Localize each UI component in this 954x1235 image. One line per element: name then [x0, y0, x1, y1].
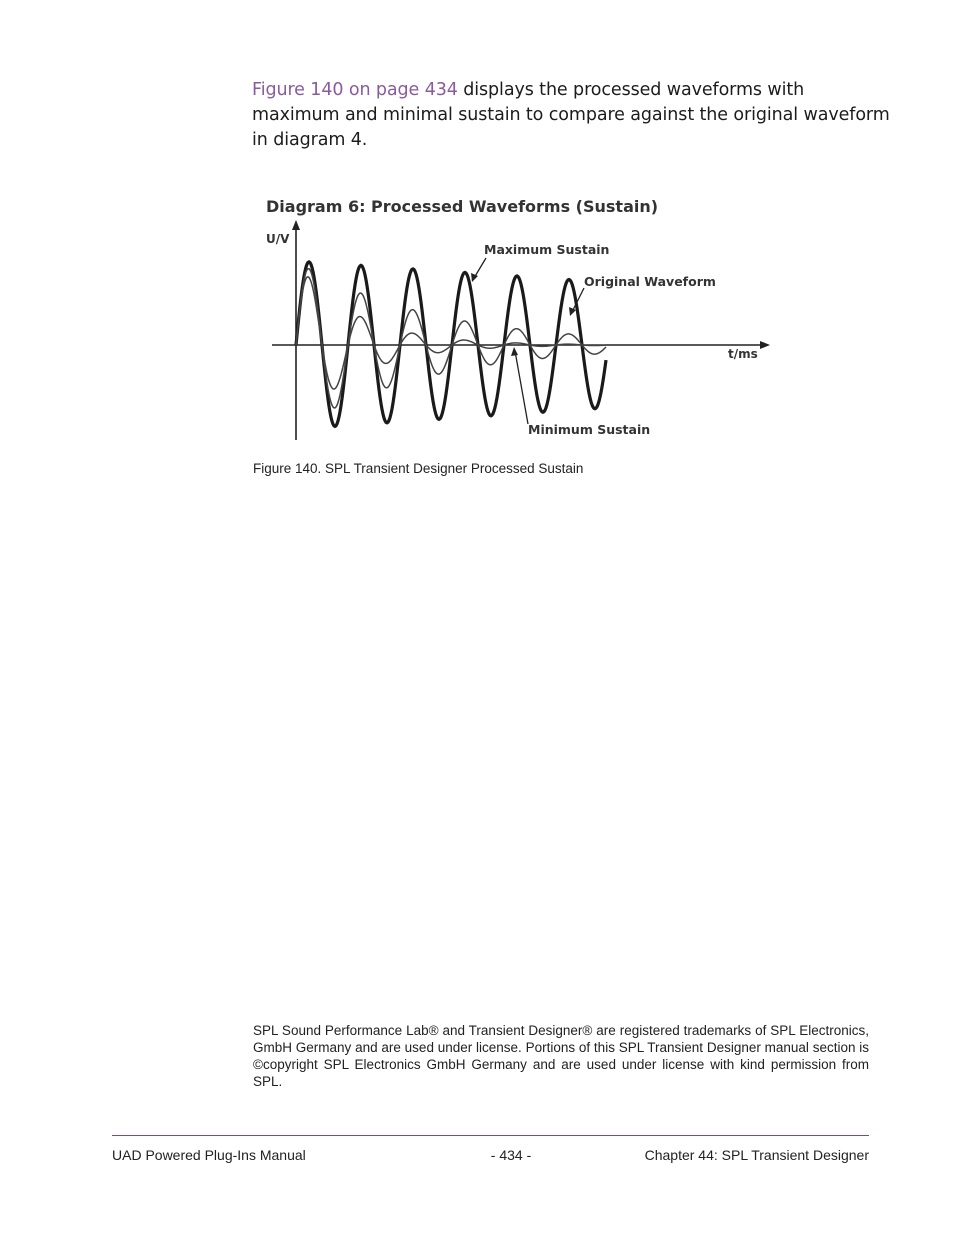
trademark-notice: SPL Sound Performance Lab® and Transient Designer® are registered trademarks of SPL Electronics, GmbH Germany and are used under license. Portions of this SPL Transient Designer manual section is ©copyright SPL Electronics GmbH Germany and are used under license with kind permission from SPL. — [253, 1023, 869, 1089]
diagram-title: Diagram 6: Processed Waveforms (Sustain) — [266, 197, 659, 216]
label-minimum-sustain: Minimum Sustain — [528, 422, 651, 437]
y-axis-arrow — [292, 220, 300, 230]
footer-manual-title: UAD Powered Plug-Ins Manual — [112, 1147, 306, 1163]
y-axis-label: U/V — [266, 232, 290, 246]
figure-link[interactable]: Figure 140 on page 434 — [252, 80, 458, 100]
sustain-diagram — [260, 188, 780, 448]
x-axis-arrow — [760, 341, 770, 349]
footer-page-number: - 434 - — [490, 1147, 532, 1163]
intro-paragraph — [252, 78, 892, 153]
minimum-sustain-waveform — [296, 277, 606, 389]
label-maximum-sustain: Maximum Sustain — [484, 242, 610, 257]
intro-text: displays the processed waveforms with maximum and minimal sustain to compare against the original waveform in diagram 4. — [252, 80, 890, 150]
figure-caption: Figure 140. SPL Transient Designer Processed Sustain — [253, 461, 584, 476]
pointer-minimum-sustain-head — [511, 347, 518, 356]
pointer-maximum-sustain — [474, 258, 486, 278]
footer-rule — [112, 1135, 869, 1136]
label-original-waveform: Original Waveform — [584, 274, 716, 289]
footer-chapter: Chapter 44: SPL Transient Designer — [644, 1147, 869, 1163]
pointer-original-waveform-head — [569, 307, 576, 316]
pointer-minimum-sustain — [515, 351, 528, 424]
x-axis-label: t/ms — [728, 347, 758, 361]
pointer-maximum-sustain-head — [471, 273, 478, 282]
